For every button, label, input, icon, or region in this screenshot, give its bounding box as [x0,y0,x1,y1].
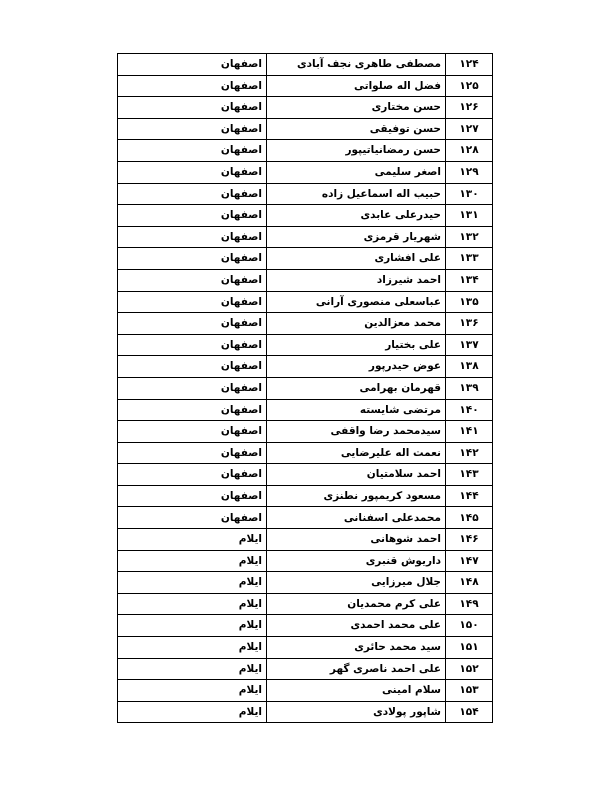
row-number: ۱۲۸ [446,140,493,162]
table-row [118,701,493,723]
row-province: اصفهان [118,399,267,421]
row-province: اصفهان [118,226,267,248]
row-province: ایلام [118,550,267,572]
row-province: اصفهان [118,75,267,97]
table-row [118,442,493,464]
row-name: اصغر سلیمی [267,161,446,183]
row-name: عوض حیدرپور [267,356,446,378]
row-number: ۱۴۰ [446,399,493,421]
row-province: اصفهان [118,485,267,507]
row-province: ایلام [118,637,267,659]
row-number: ۱۳۷ [446,334,493,356]
table-row [118,54,493,76]
row-province: ایلام [118,701,267,723]
row-province: اصفهان [118,442,267,464]
row-province: اصفهان [118,269,267,291]
table-row [118,615,493,637]
row-province: ایلام [118,572,267,594]
row-number: ۱۳۶ [446,313,493,335]
table-row [118,658,493,680]
table-row [118,529,493,551]
row-province: اصفهان [118,97,267,119]
row-province: اصفهان [118,205,267,227]
table-row [118,593,493,615]
row-number: ۱۵۴ [446,701,493,723]
table-row [118,205,493,227]
row-name: نعمت اله علیرضایی [267,442,446,464]
row-number: ۱۴۵ [446,507,493,529]
row-province: اصفهان [118,313,267,335]
table-row [118,291,493,313]
row-province: اصفهان [118,118,267,140]
row-name: داریوش قنبری [267,550,446,572]
table-row [118,421,493,443]
row-number: ۱۴۸ [446,572,493,594]
row-province: اصفهان [118,291,267,313]
row-name: سیدمحمد رضا واقفی [267,421,446,443]
table-row [118,334,493,356]
table-row [118,248,493,270]
row-number: ۱۴۳ [446,464,493,486]
row-name: محمد معزالدین [267,313,446,335]
row-number: ۱۲۴ [446,54,493,76]
table-row [118,377,493,399]
row-name: احمد شوهانی [267,529,446,551]
row-province: اصفهان [118,507,267,529]
row-number: ۱۴۷ [446,550,493,572]
table-row [118,399,493,421]
table-row [118,507,493,529]
row-number: ۱۵۲ [446,658,493,680]
table-row [118,226,493,248]
row-province: اصفهان [118,464,267,486]
table-row [118,680,493,702]
row-name: حیدرعلی عابدی [267,205,446,227]
row-name: حبیب اله اسماعیل زاده [267,183,446,205]
table-row [118,97,493,119]
row-province: اصفهان [118,377,267,399]
table-row [118,183,493,205]
row-name: حسن توفیقی [267,118,446,140]
table-row [118,269,493,291]
row-number: ۱۲۹ [446,161,493,183]
row-province: ایلام [118,529,267,551]
table-row [118,140,493,162]
row-number: ۱۴۶ [446,529,493,551]
row-name: علی احمد ناصری گهر [267,658,446,680]
row-name: مصطفی طاهری نجف آبادی [267,54,446,76]
row-province: اصفهان [118,183,267,205]
row-name: مرتضی شایسته [267,399,446,421]
row-number: ۱۳۱ [446,205,493,227]
row-number: ۱۳۳ [446,248,493,270]
table-row [118,550,493,572]
row-number: ۱۲۵ [446,75,493,97]
row-province: اصفهان [118,356,267,378]
row-name: احمد شیرزاد [267,269,446,291]
row-province: ایلام [118,680,267,702]
table-row [118,118,493,140]
row-number: ۱۴۲ [446,442,493,464]
row-number: ۱۳۲ [446,226,493,248]
member-table [117,53,493,723]
row-name: جلال میرزایی [267,572,446,594]
table-row [118,464,493,486]
row-province: اصفهان [118,161,267,183]
row-number: ۱۴۴ [446,485,493,507]
table-row [118,161,493,183]
row-number: ۱۵۰ [446,615,493,637]
row-number: ۱۳۴ [446,269,493,291]
row-number: ۱۴۱ [446,421,493,443]
table-row [118,75,493,97]
row-province: اصفهان [118,140,267,162]
row-province: اصفهان [118,334,267,356]
row-number: ۱۴۹ [446,593,493,615]
row-province: ایلام [118,658,267,680]
table-row [118,572,493,594]
row-name: علی بختیار [267,334,446,356]
row-name: محمدعلی اسفنانی [267,507,446,529]
row-name: احمد سلامتیان [267,464,446,486]
row-number: ۱۲۷ [446,118,493,140]
row-name: حسن مختاری [267,97,446,119]
row-province: ایلام [118,615,267,637]
row-name: فضل اله صلواتی [267,75,446,97]
row-province: اصفهان [118,421,267,443]
row-name: مسعود کریمپور نطنزی [267,485,446,507]
row-name: سید محمد حائری [267,637,446,659]
row-name: علی افشاری [267,248,446,270]
row-name: شاپور پولادی [267,701,446,723]
table-row [118,485,493,507]
row-province: اصفهان [118,248,267,270]
row-number: ۱۳۸ [446,356,493,378]
row-name: علی محمد احمدی [267,615,446,637]
row-number: ۱۲۶ [446,97,493,119]
row-number: ۱۳۵ [446,291,493,313]
table-row [118,637,493,659]
row-name: قهرمان بهرامی [267,377,446,399]
row-number: ۱۳۰ [446,183,493,205]
row-name: عباسعلی منصوری آرانی [267,291,446,313]
row-name: حسن رمضانیاتیپور [267,140,446,162]
row-name: سلام امینی [267,680,446,702]
row-number: ۱۳۹ [446,377,493,399]
table-row [118,313,493,335]
row-name: علی کرم محمدیان [267,593,446,615]
row-number: ۱۵۱ [446,637,493,659]
table-row [118,356,493,378]
row-number: ۱۵۳ [446,680,493,702]
row-name: شهریار قرمزی [267,226,446,248]
row-province: ایلام [118,593,267,615]
row-province: اصفهان [118,54,267,76]
member-table-body [118,54,493,723]
